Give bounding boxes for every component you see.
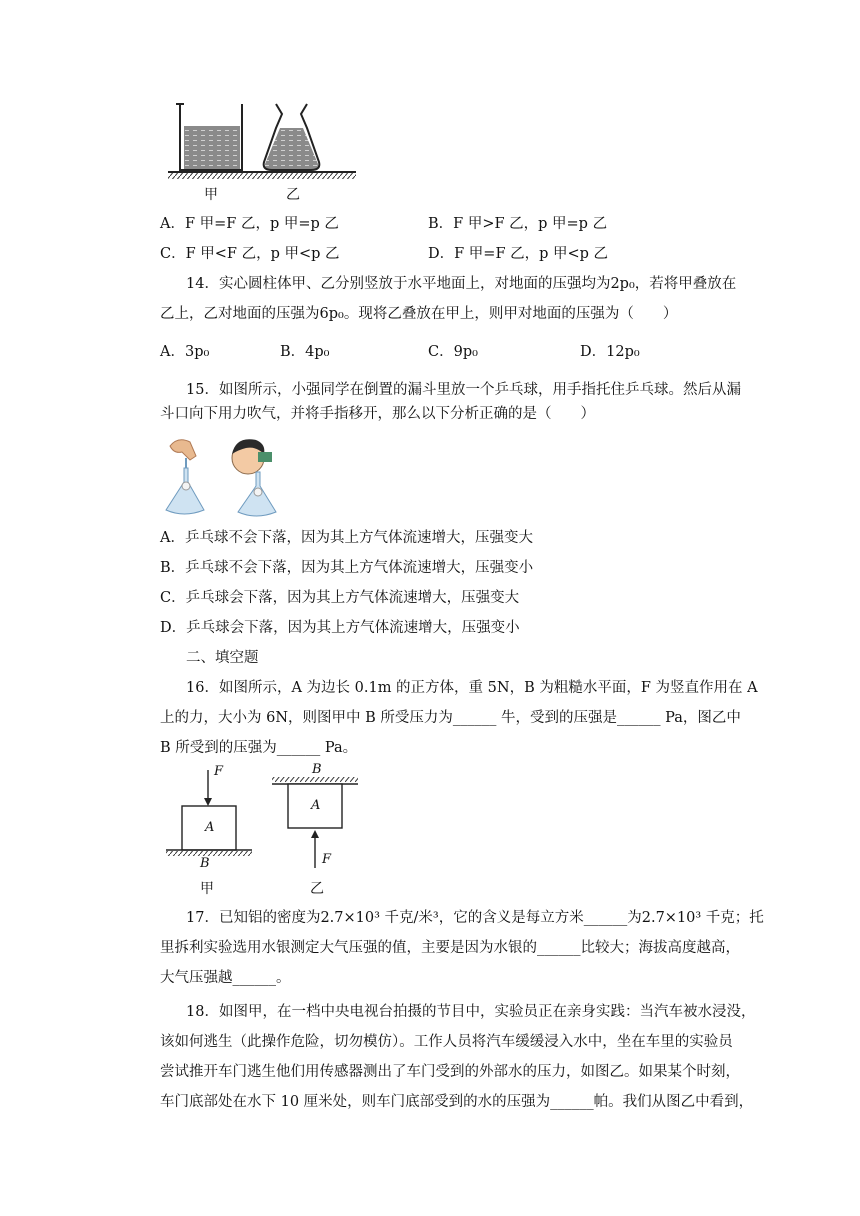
q17-stem-line3: 大气压强越______。 [160,970,291,986]
q13-option-b: B．F 甲>F 乙，p 甲=p 乙 [428,216,608,232]
q15-option-c: C．乒乓球会下落，因为其上方气体流速增大，压强变大 [160,590,520,606]
fig16-F-left: F [214,764,224,779]
container-diagram [160,98,360,208]
q15-stem-line1: 15．如图所示，小强同学在倒置的漏斗里放一个乒乓球，用手指托住乒乓球。然后从漏 [186,382,741,398]
q14-option-a: A．3p₀ [160,344,210,360]
q16-stem-line2: 上的力，大小为 6N，则图甲中 B 所受压力为______ 牛，受到的压强是______ Pa，图乙中 [160,710,741,726]
beaker-liquid [184,126,240,170]
fig16-A-left: A [205,820,215,835]
q13-option-a: A．F 甲=F 乙，p 甲=p 乙 [160,216,339,232]
fig16-B-left: B [200,856,210,871]
fig16-B-right: B [312,762,322,777]
q14-option-d: D．12p₀ [580,344,640,360]
fig16-F-right: F [322,852,332,867]
q14-stem-line1: 14．实心圆柱体甲、乙分别竖放于水平地面上，对地面的压强均为2p₀，若将甲叠放在 [186,276,737,292]
q18-stem-line1: 18．如图甲，在一档中央电视台拍摄的节目中，实验员正在亲身实践：当汽车被水浸没， [186,1004,756,1020]
funnel-illustration [160,432,300,522]
q17-stem-line1: 17．已知铝的密度为2.7×10³ 千克/米³，它的含义是每立方米______为2.7×10³ 千克；托 [186,910,764,926]
ball-left [182,482,190,490]
q14-option-b: B．4p₀ [280,344,330,360]
fig16-A-right: A [311,798,321,813]
q16-stem-line3: B 所受到的压强为______ Pa。 [160,740,358,756]
q14-option-c: C．9p₀ [428,344,478,360]
fig13-label-left: 甲 [204,187,218,203]
q18-stem-line3: 尝试推开车门逃生他们用传感器测出了车门受到的外部水的压力，如图乙。如果某个时刻， [160,1064,740,1080]
q13-option-d: D．F 甲=F 乙，p 甲<p 乙 [428,246,609,262]
q14-stem-line2: 乙上，乙对地面的压强为6p₀。现将乙叠放在甲上，则甲对地面的压强为（ ） [160,306,678,322]
q13-option-c: C．F 甲<F 乙，p 甲<p 乙 [160,246,340,262]
q16-figure [160,764,380,900]
q18-stem-line4: 车门底部处在水下 10 厘米处，则车门底部受到的水的压强为______帕。我们从图乙中看到， [160,1094,754,1110]
q15-option-a: A．乒乓球不会下落，因为其上方气体流速增大，压强变大 [160,530,533,546]
fig13-label-right: 乙 [286,187,300,203]
q15-figure [160,432,300,522]
hand-icon [170,440,196,460]
fig16-label-right: 乙 [310,881,324,897]
q15-option-b: B．乒乓球不会下落，因为其上方气体流速增大，压强变小 [160,560,534,576]
q17-stem-line2: 里拆利实验选用水银测定大气压强的值，主要是因为水银的______比较大；海拔高度越高， [160,940,740,956]
force-diagram [160,764,380,900]
q15-option-d: D．乒乓球会下落，因为其上方气体流速增大，压强变小 [160,620,520,636]
section-heading: 二、填空题 [186,650,259,666]
ball-right [254,488,262,496]
q15-stem-line2: 斗口向下用力吹气，并将手指移开，那么以下分析正确的是（ ） [160,406,595,422]
q13-figure [160,98,360,208]
fig16-label-left: 甲 [200,881,214,897]
q16-stem-line1: 16．如图所示，A 为边长 0.1m 的正方体，重 5N，B 为粗糙水平面，F 为竖直作用在 A [186,680,758,696]
funnel-left [166,468,204,514]
q18-stem-line2: 该如何逃生（此操作危险，切勿模仿）。工作人员将汽车缓缓浸入水中，坐在车里的实验员 [160,1034,733,1050]
